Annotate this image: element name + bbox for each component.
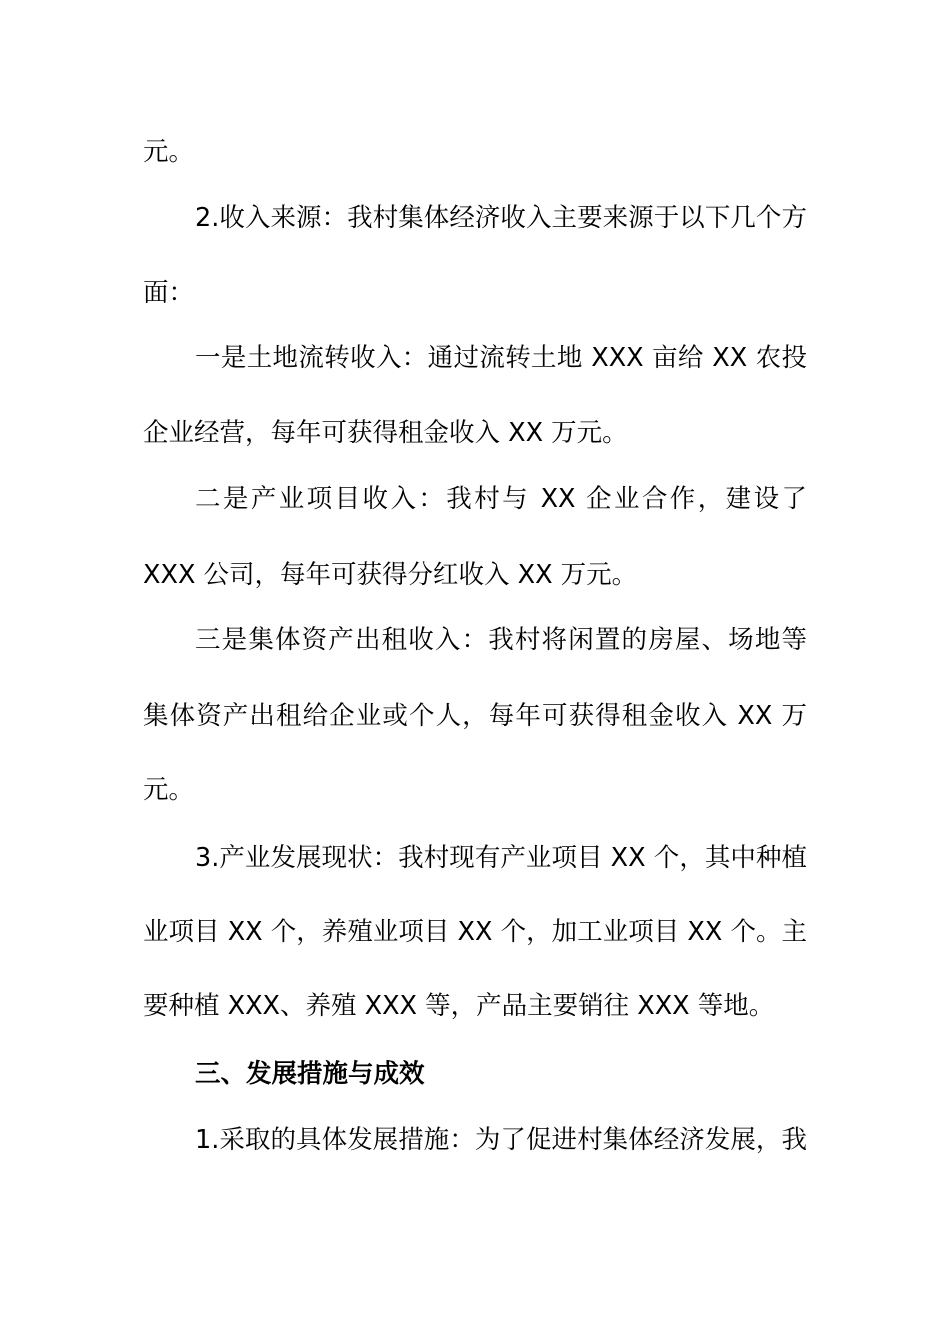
text-line: 企业经营，每年可获得租金收入 XX 万元。 — [143, 418, 628, 448]
section-heading: 三、发展措施与成效 — [195, 1059, 425, 1089]
text-line: 业项目 XX 个，养殖业项目 XX 个，加工业项目 XX 个。主 — [143, 917, 807, 947]
paragraph-industry-project-start: 二是产业项目收入：我村与 XX 企业合作，建设了 — [195, 484, 807, 514]
text-line: XXX 公司，每年可获得分红收入 XX 万元。 — [143, 560, 638, 590]
text-line: 面： — [143, 278, 195, 308]
text-line: 元。 — [143, 775, 195, 805]
paragraph-income-source-start: 2.收入来源：我村集体经济收入主要来源于以下几个方 — [195, 203, 807, 233]
paragraph-industry-status-start: 3.产业发展现状：我村现有产业项目 XX 个，其中种植 — [195, 843, 807, 873]
text-line: 集体资产出租给企业或个人，每年可获得租金收入 XX 万 — [143, 701, 807, 731]
paragraph-measures-start: 1.采取的具体发展措施：为了促进村集体经济发展，我 — [195, 1125, 807, 1155]
paragraph-asset-rental-start: 三是集体资产出租收入：我村将闲置的房屋、场地等 — [195, 625, 807, 655]
paragraph-land-transfer-start: 一是土地流转收入：通过流转土地 XXX 亩给 XX 农投 — [195, 343, 807, 373]
text-line: 元。 — [143, 137, 195, 167]
text-line: 要种植 XXX、养殖 XXX 等，产品主要销往 XXX 等地。 — [143, 991, 775, 1021]
